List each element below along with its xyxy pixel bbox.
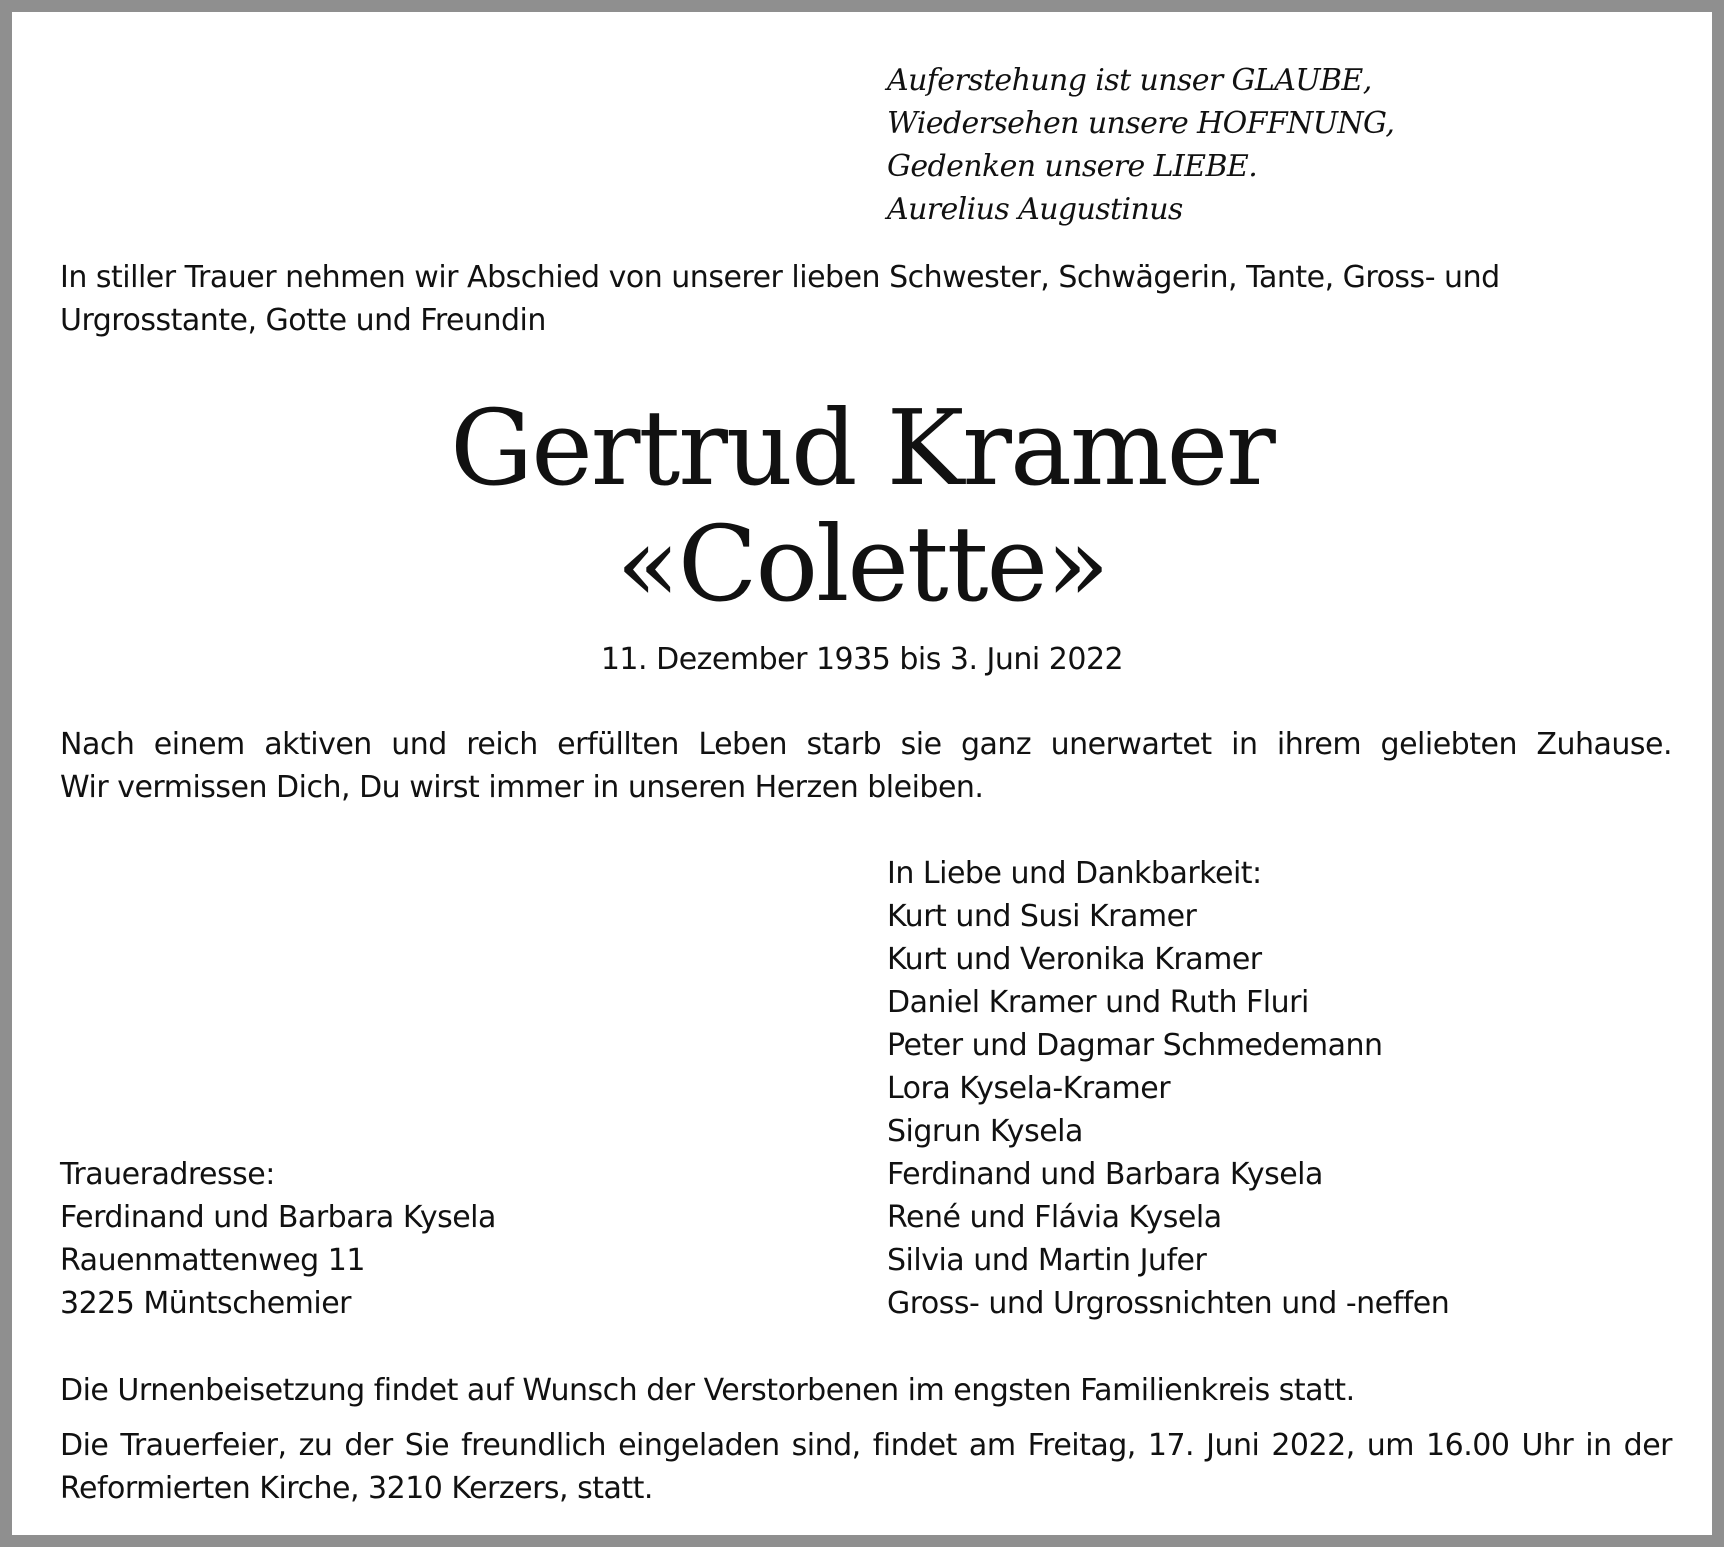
mourner-name: Peter und Dagmar Schmedemann — [887, 1028, 1383, 1063]
motto-author: Aurelius Augustinus — [887, 192, 1183, 227]
life-dates: 11. Dezember 1935 bis 3. Juni 2022 — [600, 642, 1124, 677]
motto-line: Auferstehung ist unser GLAUBE, — [887, 63, 1372, 98]
motto-line: Wiedersehen unsere HOFFNUNG, — [887, 106, 1395, 141]
motto-quote — [887, 59, 1394, 231]
mourner-name: Sigrun Kysela — [887, 1114, 1083, 1149]
address-line: Rauenmattenweg 11 — [60, 1243, 365, 1278]
intro-text: In stiller Trauer nehmen wir Abschied von unserer lieben Schwester, Schwägerin, Tante, Gross- und Urgrosstante, Gotte und Freundin — [60, 260, 1500, 338]
memorial-message — [60, 723, 1672, 809]
deceased-nickname: «Colette» — [616, 503, 1108, 625]
mourner-name: Daniel Kramer und Ruth Fluri — [887, 985, 1309, 1020]
obituary-page — [12, 12, 1712, 1535]
mourner-name: Gross- und Urgrossnichten und -neffen — [887, 1286, 1450, 1321]
deceased-name-block — [12, 387, 1712, 625]
mourners-list — [887, 852, 1449, 1325]
address-line: Ferdinand und Barbara Kysela — [60, 1200, 496, 1235]
mourning-address — [60, 1153, 496, 1325]
address-line: 3225 Müntschemier — [60, 1286, 352, 1321]
memorial-message-line: Nach einem aktiven und reich erfüllten Leben starb sie ganz unerwartet in ihrem geliebten Zuhause. — [60, 727, 1672, 762]
motto-line: Gedenken unsere LIEBE. — [887, 149, 1258, 184]
mourner-name: Ferdinand und Barbara Kysela — [887, 1157, 1323, 1192]
ceremony-notice — [60, 1424, 1672, 1510]
mourner-name: Kurt und Veronika Kramer — [887, 942, 1262, 977]
memorial-message-line: Wir vermissen Dich, Du wirst immer in unseren Herzen bleiben. — [60, 770, 984, 805]
address-label: Traueradresse: — [60, 1157, 275, 1192]
mourner-name: René und Flávia Kysela — [887, 1200, 1222, 1235]
ceremony-line: Die Trauerfeier, zu der Sie freundlich eingeladen sind, findet am Freitag, 17. Juni 2022, um 16.00 Uhr in der — [60, 1428, 1672, 1463]
mourner-name: Lora Kysela-Kramer — [887, 1071, 1171, 1106]
burial-notice: Die Urnenbeisetzung findet auf Wunsch der Verstorbenen im engsten Familienkreis statt. — [60, 1373, 1355, 1408]
mourner-name: Kurt und Susi Kramer — [887, 899, 1197, 934]
mourner-name: Silvia und Martin Jufer — [887, 1243, 1207, 1278]
deceased-name: Gertrud Kramer — [450, 387, 1274, 509]
mourners-heading: In Liebe und Dankbarkeit: — [887, 856, 1262, 891]
ceremony-line: Reformierten Kirche, 3210 Kerzers, statt. — [60, 1471, 653, 1506]
